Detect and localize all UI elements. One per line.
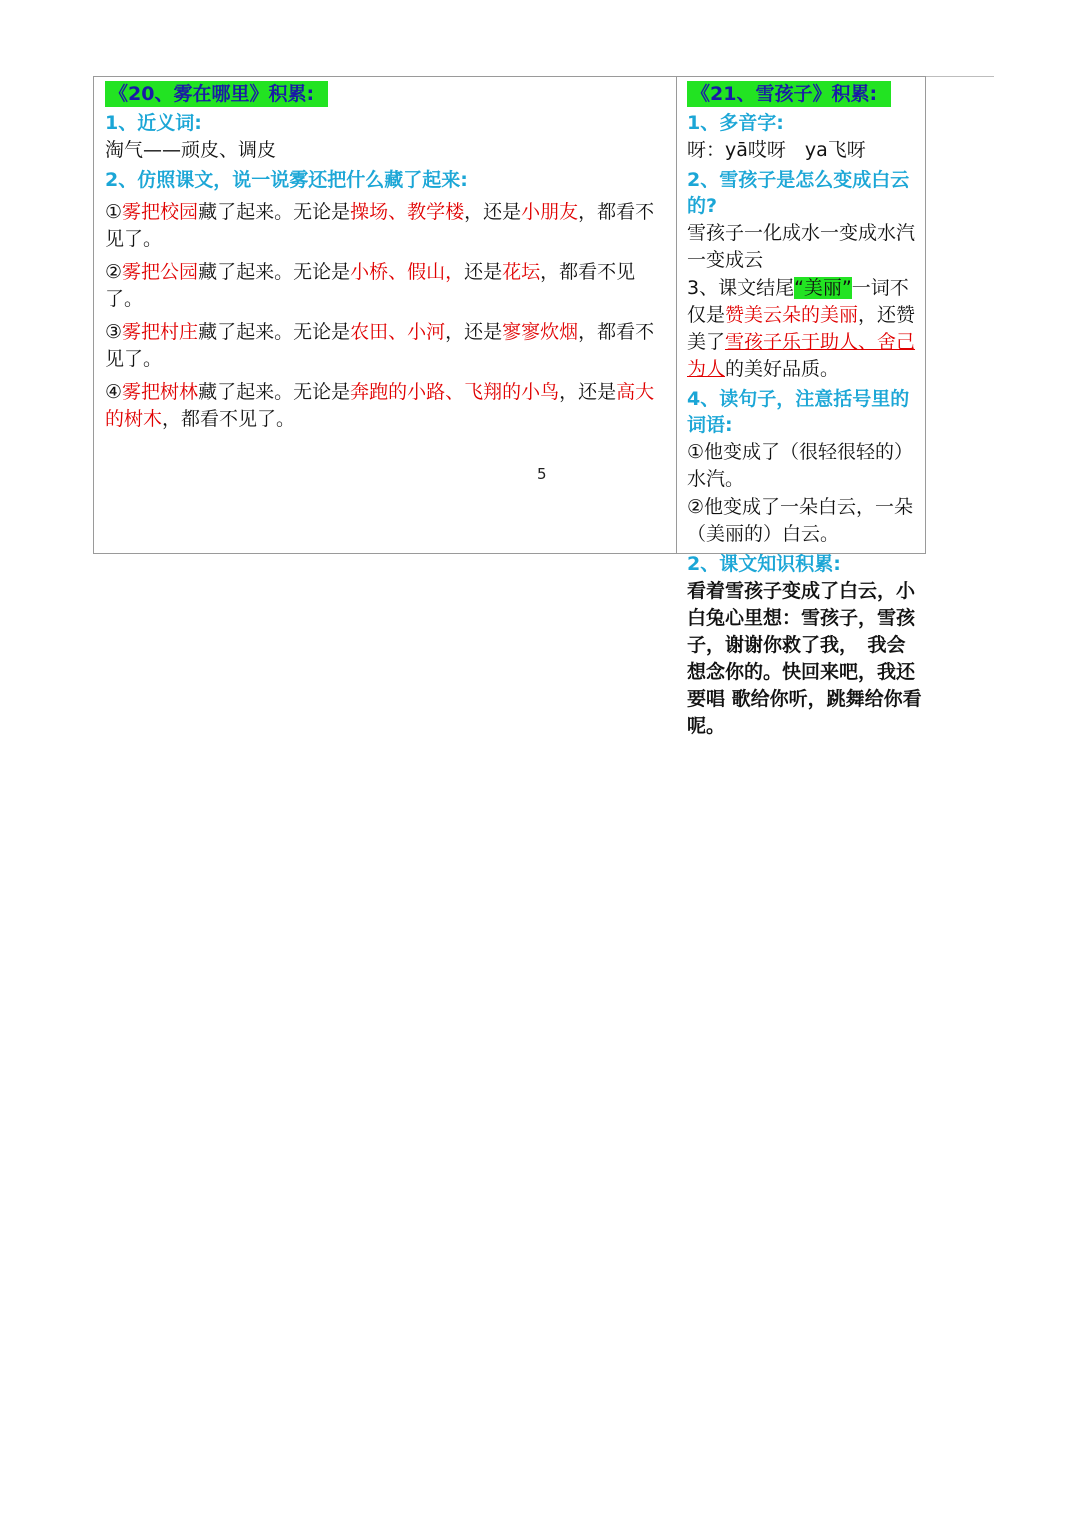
sentence-3 bbox=[105, 319, 666, 373]
red-text: 雾把树林 bbox=[122, 381, 199, 403]
sentence-2 bbox=[105, 259, 666, 313]
read-sentence-2: ②他变成了一朵白云，一朵（美丽的）白云。 bbox=[687, 496, 914, 545]
synonym-heading: 1、近义词: bbox=[105, 112, 202, 134]
ending-analysis bbox=[687, 275, 923, 383]
red-text: 操场、教学楼 bbox=[350, 201, 465, 223]
polyphone-text: 呀：yā哎呀 ya飞呀 bbox=[687, 139, 866, 161]
text: ，都看不见了。 bbox=[105, 201, 655, 250]
num: ① bbox=[105, 201, 123, 223]
cloud-question-heading: 2、雪孩子是怎么变成白云的? bbox=[687, 169, 910, 217]
lesson-21-title: 《21、雪孩子》积累: bbox=[687, 81, 891, 107]
lesson-20-title: 《20、雾在哪里》积累: bbox=[105, 81, 328, 107]
num: ② bbox=[105, 261, 123, 283]
text: 藏了起来。无论是 bbox=[198, 261, 351, 283]
process-text: 雪孩子一化成水一变成水汽一变成云 bbox=[687, 222, 916, 271]
page-number: 5 bbox=[537, 465, 547, 483]
knowledge-text: 看着雪孩子变成了白云，小白兔心里想：雪孩子，雪孩子，谢谢你救了我， 我会想念你的。快回来吧，我还要唱 歌给你听，跳舞给你看呢。 bbox=[687, 580, 922, 737]
top-rule bbox=[926, 76, 994, 77]
text: 藏了起来。无论是 bbox=[198, 201, 351, 223]
text: ，还是 bbox=[559, 381, 617, 403]
red-text: 农田、小河 bbox=[350, 321, 446, 343]
underlined-red-text: 雪孩子乐于助人、舍己为人 bbox=[687, 331, 916, 380]
imitation-heading: 2、仿照课文，说一说雾还把什么藏了起来: bbox=[105, 169, 468, 191]
lesson-table bbox=[93, 76, 926, 737]
text: ，都看不见了。 bbox=[105, 261, 636, 310]
red-text: 小桥、假山， bbox=[350, 261, 465, 283]
red-text: 寥寥炊烟 bbox=[502, 321, 579, 343]
text: 藏了起来。无论是 bbox=[198, 381, 351, 403]
synonym-text: 淘气——顽皮、调皮 bbox=[105, 139, 277, 161]
text: ，还赞美了 bbox=[687, 304, 916, 353]
red-text: 雾把公园 bbox=[122, 261, 199, 283]
red-text: 雾把校园 bbox=[122, 201, 199, 223]
read-sentences-heading: 4、读句子，注意括号里的词语: bbox=[687, 388, 910, 436]
text: ，还是 bbox=[445, 321, 503, 343]
text: 藏了起来。无论是 bbox=[198, 321, 351, 343]
red-text: 花坛 bbox=[502, 261, 541, 283]
text: 一词不仅是 bbox=[687, 277, 909, 326]
text: 3、课文结尾 bbox=[687, 277, 795, 299]
polyphone-heading: 1、多音字: bbox=[687, 112, 784, 134]
red-text: 小朋友 bbox=[521, 201, 579, 223]
red-text: 雾把村庄 bbox=[122, 321, 199, 343]
red-text: 赞美云朵的美丽 bbox=[725, 304, 859, 326]
text: 还是 bbox=[464, 261, 503, 283]
num: ④ bbox=[105, 381, 123, 403]
knowledge-heading: 2、课文知识积累: bbox=[687, 553, 841, 575]
lesson-21-column bbox=[677, 77, 927, 740]
text: 的美好品质。 bbox=[725, 358, 840, 380]
text: ，还是 bbox=[464, 201, 522, 223]
sentence-4 bbox=[105, 379, 666, 433]
read-sentence-1: ①他变成了（很轻很轻的）水汽。 bbox=[687, 441, 914, 490]
highlight-text: “美丽” bbox=[794, 277, 852, 299]
red-text: 奔跑的小路、飞翔的小鸟 bbox=[350, 381, 560, 403]
text: ，都看不见了。 bbox=[105, 321, 655, 370]
sentence-1 bbox=[105, 199, 666, 253]
lesson-20-column bbox=[94, 77, 676, 483]
num: ③ bbox=[105, 321, 123, 343]
red-text: 高大的树木 bbox=[105, 381, 655, 430]
text: ，都看不见了。 bbox=[162, 408, 296, 430]
